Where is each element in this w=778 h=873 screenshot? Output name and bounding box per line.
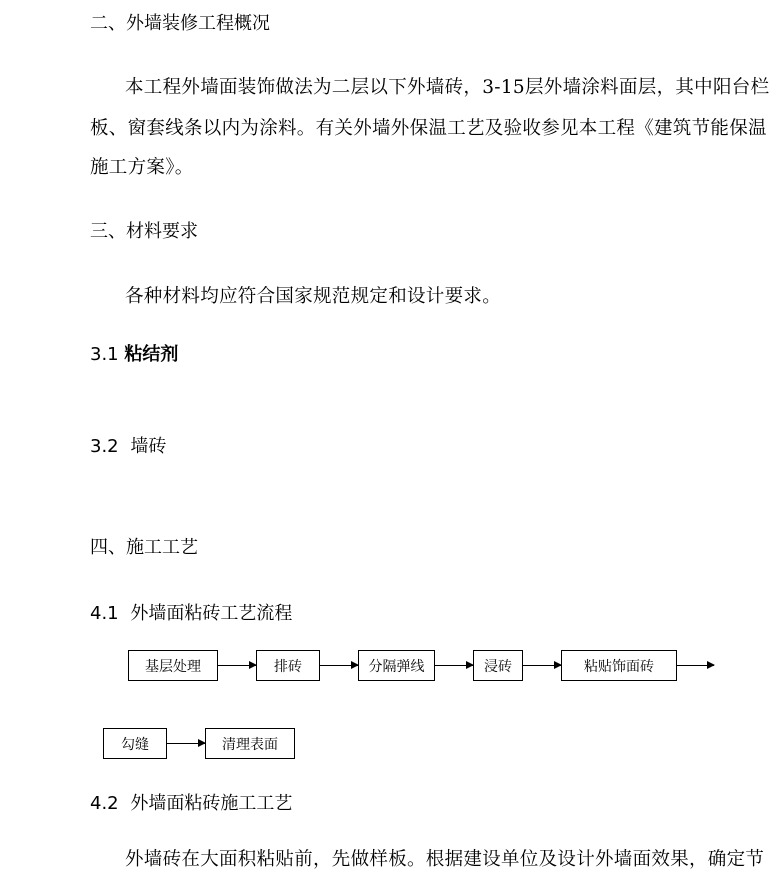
flow-step-snap-lines: 分隔弹线: [358, 650, 435, 681]
flow-step-clean-surface: 清理表面: [205, 728, 295, 759]
section-3-title: 三、材料要求: [90, 221, 198, 242]
section-4-1-heading: [90, 599, 292, 625]
section-2-title: 二、外墙装修工程概况: [90, 13, 270, 34]
section-3-1-number: 3.1: [90, 344, 119, 365]
flow-step-tile-layout: 排砖: [256, 650, 320, 681]
section-4-2-title: 外墙面粘砖施工工艺: [130, 793, 293, 814]
section-4-1-title: 外墙面粘砖工艺流程: [130, 603, 293, 624]
section-2-paragraph-line-2: 板、窗套线条以内为涂料。有关外墙外保温工艺及验收参见本工程《建筑节能保温: [90, 118, 767, 139]
section-2-paragraph-line-1: 本工程外墙面装饰做法为二层以下外墙砖，3-15层外墙涂料面层，其中阳台栏: [125, 77, 770, 98]
flow-step-base-treatment: 基层处理: [128, 650, 218, 681]
flow-arrow-5: [677, 665, 714, 666]
section-4-1-number: 4.1: [90, 603, 119, 624]
flow-arrow-3: [435, 665, 473, 666]
section-4-2-number: 4.2: [90, 793, 119, 814]
flow-step-soak-tiles: 浸砖: [473, 650, 523, 681]
flow-arrow-6: [167, 743, 205, 744]
section-3-paragraph: 各种材料均应符合国家规范规定和设计要求。: [125, 286, 502, 307]
section-3-1-heading: [90, 340, 178, 366]
section-3-2-heading: [90, 432, 166, 458]
flow-arrow-2: [320, 665, 358, 666]
section-3-1-title: 粘结剂: [124, 344, 179, 365]
flow-arrow-1: [218, 665, 256, 666]
section-4-2-paragraph: 外墙砖在大面积粘贴前，先做样板。根据建设单位及设计外墙面效果，确定节: [125, 849, 765, 870]
section-3-2-number: 3.2: [90, 436, 119, 457]
section-2-paragraph-line-3: 施工方案》。: [90, 157, 194, 178]
flow-arrow-4: [523, 665, 561, 666]
section-4-title: 四、施工工艺: [90, 537, 198, 558]
section-3-2-title: 墙砖: [130, 436, 167, 457]
flow-step-paste-facing-tiles: 粘贴饰面砖: [561, 650, 677, 681]
flow-step-pointing: 勾缝: [103, 728, 167, 759]
section-4-2-heading: [90, 789, 292, 815]
